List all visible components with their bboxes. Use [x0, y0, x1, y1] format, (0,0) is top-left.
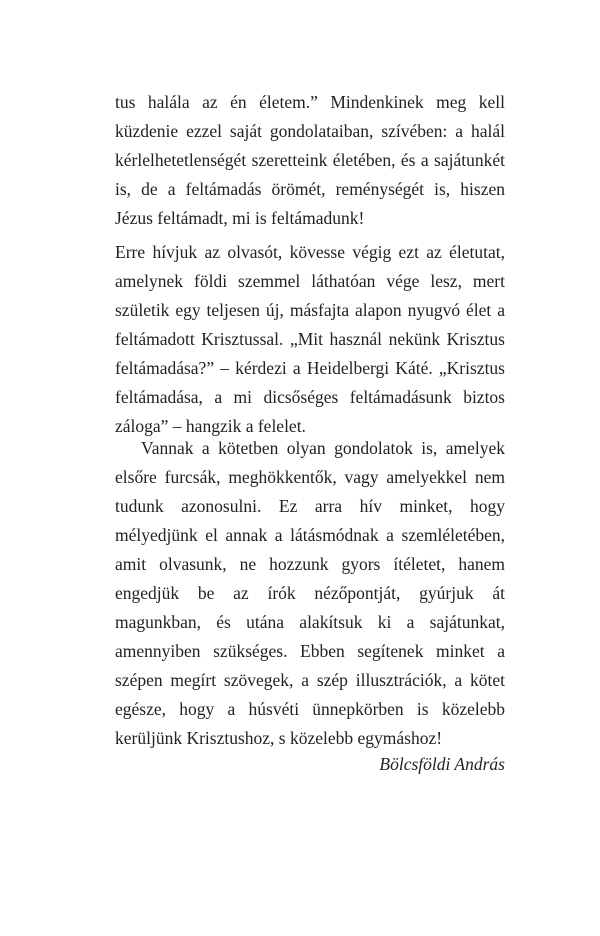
paragraph-invitation: Erre hívjuk az olvasót, kövesse végig ezt az életutat, amelynek földi szemmel láthatóan vége lesz, mert születik egy teljesen új, másfajta alapon nyugvó élet a feltámadott Krisztussal. „Mit használ nekünk Krisztus feltámadása?” – kérdezi a Heidelbergi Káté. „Krisztus feltámadása, a mi dicsőséges feltámadásunk biztos záloga” – hangzik a felelet.: [115, 242, 505, 436]
paragraph-thoughts: Vannak a kötetben olyan gondolatok is, amelyek elsőre furcsák, meghökkentők, vagy amelyekkel nem tudunk azonosulni. Ez arra hív minket, hogy mélyedjünk el annak a látásmódnak a szemléletében, amit olvasunk, ne hozzunk gyors ítéletet, hanem engedjük be az írók nézőpontját, gyúrjuk át magunkban, és utána alakítsuk ki a sajátunkat, amennyiben szükséges. Ebben segítenek minket a szépen megírt szövegek, a szép illusztrációk, a kötet egésze, hogy a húsvéti ünnepkörben is közelebb kerüljünk Krisztushoz, s közelebb egymáshoz!: [115, 438, 505, 748]
author-signature: Bölcsföldi András: [379, 754, 505, 774]
paragraph-continuation: tus halála az én életem.” Mindenkinek meg kell küzdenie ezzel saját gondolataiban, szívében: a halál kérlelhetetlenségét szeretteink életében, és a sajátunkét is, de a feltámadás örömét, reménységét is, hiszen Jézus feltámadt, mi is feltámadunk!: [115, 92, 505, 228]
